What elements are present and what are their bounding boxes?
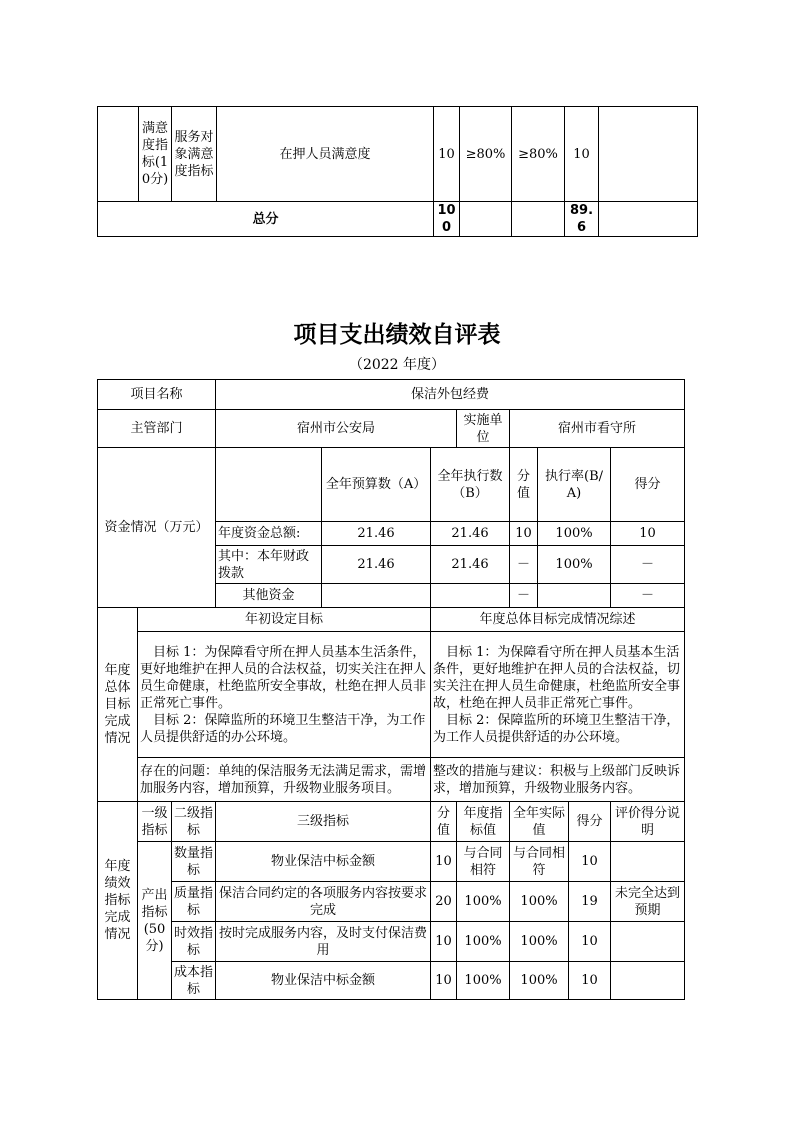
blank-cell xyxy=(512,202,565,237)
total-score: 89.6 xyxy=(565,202,599,237)
goal-set-1: 目标 1：为保障看守所在押人员基本生活条件，更好地维护在押人员的合法权益，切实关注在押人员生命健康，杜绝监所安全事故，杜绝在押人员非正常死亡事件。 xyxy=(140,644,427,711)
fund-row-label: 其他资金 xyxy=(216,584,322,608)
goal-set-text xyxy=(138,632,431,758)
fund-score-val: － xyxy=(510,584,538,608)
fund-budget xyxy=(322,584,431,608)
fund-header-budget: 全年预算数（A） xyxy=(322,448,431,522)
fund-budget: 21.46 xyxy=(322,546,431,584)
perf-header-target: 年度指标值 xyxy=(457,802,510,842)
perf-note xyxy=(611,842,685,882)
page-subtitle: （2022 年度） xyxy=(348,357,446,373)
fund-row-label: 年度资金总额: xyxy=(216,522,322,546)
perf-indicator: 物业保洁中标金额 xyxy=(216,842,431,882)
perf-score: 19 xyxy=(569,882,611,922)
perf-target: 100% xyxy=(457,882,510,922)
perf-score: 10 xyxy=(569,962,611,1000)
goal-done-text xyxy=(431,632,685,758)
perf-actual: 100% xyxy=(510,922,569,962)
blank-cell xyxy=(599,202,698,237)
dept-label: 主管部门 xyxy=(98,410,216,448)
perf-target: 100% xyxy=(457,922,510,962)
perf-header-l1: 一级指标 xyxy=(138,802,172,842)
score: 10 xyxy=(565,107,599,202)
perf-indicator: 按时完成服务内容，及时支付保洁费用 xyxy=(216,922,431,962)
perf-header-score: 得分 xyxy=(569,802,611,842)
perf-sub: 质量指标 xyxy=(172,882,216,922)
perf-sub: 数量指标 xyxy=(172,842,216,882)
fund-rate: 100% xyxy=(538,546,611,584)
perf-actual: 与合同相符 xyxy=(510,842,569,882)
perf-score-val: 10 xyxy=(431,962,457,1000)
fund-score-val: 10 xyxy=(510,522,538,546)
fund-rate: 100% xyxy=(538,522,611,546)
goal-set-header: 年初设定目标 xyxy=(138,608,431,632)
fund-score-val: － xyxy=(510,546,538,584)
score-value: 10 xyxy=(434,107,460,202)
perf-target: 100% xyxy=(457,962,510,1000)
blank-cell xyxy=(216,448,322,522)
goal-done-1: 目标 1：为保障看守所在押人员基本生活条件，更好地维护在押人员的合法权益，切实关注在押人员生命健康，杜绝监所安全事故，杜绝在押人员非正常死亡事件。 xyxy=(433,644,681,711)
perf-header-score-val: 分值 xyxy=(431,802,457,842)
score-note xyxy=(599,107,698,202)
project-name: 保洁外包经费 xyxy=(216,380,685,410)
target-value: ≥80% xyxy=(460,107,512,202)
perf-indicator: 物业保洁中标金额 xyxy=(216,962,431,1000)
perf-actual: 100% xyxy=(510,962,569,1000)
top-score-table xyxy=(97,106,698,237)
perf-sub: 成本指标 xyxy=(172,962,216,1000)
fund-score: － xyxy=(611,546,685,584)
perf-actual: 100% xyxy=(510,882,569,922)
problem-text: 存在的问题：单纯的保洁服务无法满足需求，需增加服务内容，增加预算，升级物业服务项目。 xyxy=(138,758,431,802)
goal-set-2: 目标 2：保障监所的环境卫生整洁干净，为工作人员提供舒适的办公环境。 xyxy=(140,712,426,745)
actual-value: ≥80% xyxy=(512,107,565,202)
perf-label: 年度绩效指标完成情况 xyxy=(98,802,138,1000)
fund-header-score: 得分 xyxy=(611,448,685,522)
perf-score: 10 xyxy=(569,842,611,882)
fund-header-score-val: 分值 xyxy=(510,448,538,522)
perf-sub: 时效指标 xyxy=(172,922,216,962)
fund-header-rate: 执行率(B/A) xyxy=(538,448,611,522)
fund-exec xyxy=(431,584,510,608)
perf-score-val: 20 xyxy=(431,882,457,922)
dept: 宿州市公安局 xyxy=(216,410,457,448)
perf-category: 产出指标(50分) xyxy=(138,842,172,1000)
perf-score-val: 10 xyxy=(431,922,457,962)
blank-cell xyxy=(460,202,512,237)
measure-text: 整改的措施与建议：积极与上级部门反映诉求，增加预算，升级物业服务内容。 xyxy=(431,758,685,802)
fund-budget: 21.46 xyxy=(322,522,431,546)
evaluation-table xyxy=(97,379,685,1000)
total-label: 总分 xyxy=(98,202,434,237)
fund-score: 10 xyxy=(611,522,685,546)
perf-target: 与合同相符 xyxy=(457,842,510,882)
fund-label: 资金情况（万元） xyxy=(98,448,216,608)
perf-header-l3: 三级指标 xyxy=(216,802,431,842)
fund-exec: 21.46 xyxy=(431,522,510,546)
perf-score-val: 10 xyxy=(431,842,457,882)
impl-label: 实施单位 xyxy=(457,410,510,448)
perf-note xyxy=(611,962,685,1000)
goal-label: 年度总体目标完成情况 xyxy=(98,608,138,802)
fund-exec: 21.46 xyxy=(431,546,510,584)
perf-header-note: 评价得分说明 xyxy=(611,802,685,842)
perf-indicator: 保洁合同约定的各项服务内容按要求完成 xyxy=(216,882,431,922)
level1-indicator: 满意度指标(10分) xyxy=(139,107,172,202)
level3-indicator: 在押人员满意度 xyxy=(217,107,434,202)
fund-score: － xyxy=(611,584,685,608)
project-name-label: 项目名称 xyxy=(98,380,216,410)
goal-done-2: 目标 2：保障监所的环境卫生整洁干净，为工作人员提供舒适的办公环境。 xyxy=(433,712,680,745)
perf-header-l2: 二级指标 xyxy=(172,802,216,842)
fund-rate xyxy=(538,584,611,608)
perf-score: 10 xyxy=(569,922,611,962)
perf-note xyxy=(611,922,685,962)
impl: 宿州市看守所 xyxy=(510,410,685,448)
blank-cell xyxy=(98,107,139,202)
perf-note: 未完全达到预期 xyxy=(611,882,685,922)
total-score-value: 100 xyxy=(434,202,460,237)
perf-header-actual: 全年实际值 xyxy=(510,802,569,842)
page-title: 项目支出绩效自评表 xyxy=(293,322,501,348)
goal-done-header: 年度总体目标完成情况综述 xyxy=(431,608,685,632)
fund-row-label: 其中：本年财政拨款 xyxy=(216,546,322,584)
fund-header-exec: 全年执行数（B） xyxy=(431,448,510,522)
level2-indicator: 服务对象满意度指标 xyxy=(172,107,217,202)
